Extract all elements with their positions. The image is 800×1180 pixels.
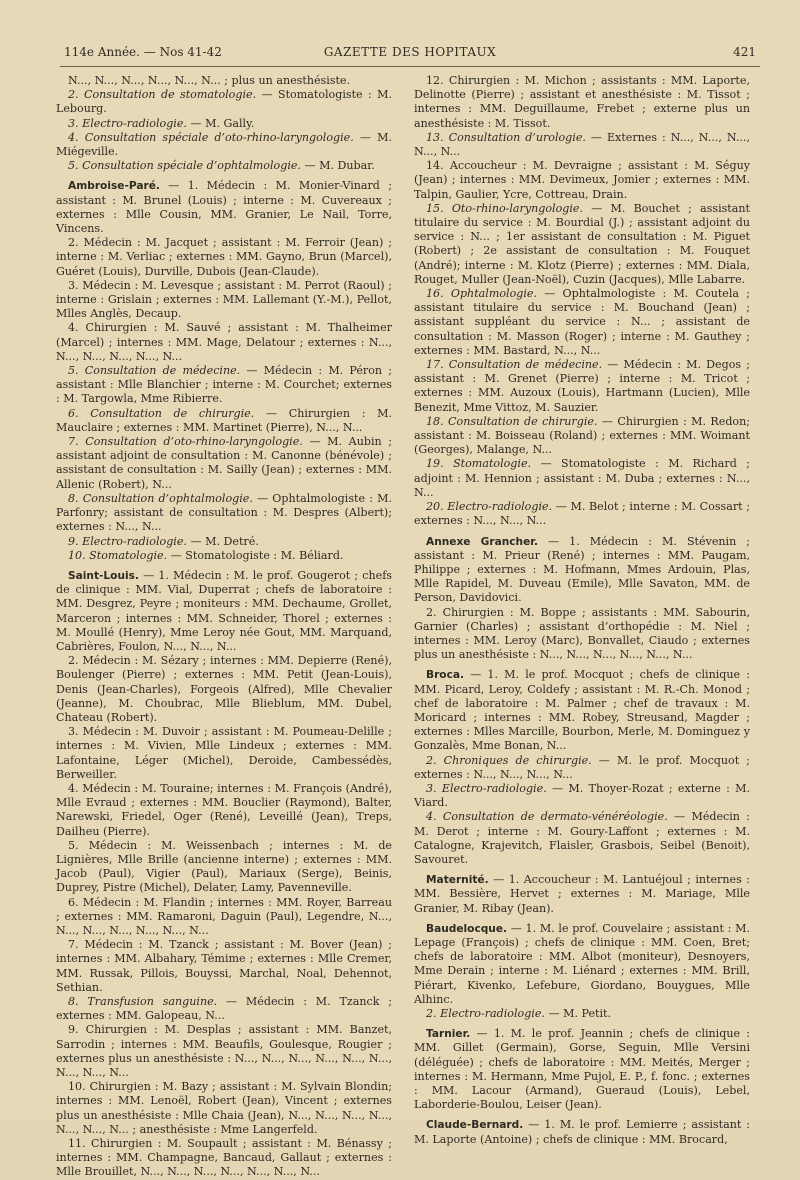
service-paragraph [56,279,392,322]
service-text: — M. Dubar. [300,159,375,173]
service-text: 12. Chirurgien : M. Michon ; assistants : MM. Laporte, Delinotte (Pierre) ; assistant et anesthésiste : M. Tissot ; internes : MM. Deguillaume, Frebet ; externe plus un anesthésiste : M. Tissot. [414,74,750,130]
service-text: — M. Detré. [186,534,259,548]
service-text: — Médecin : M. Tzanck ; externes : MM. Galopeau, N... [56,995,392,1023]
section-paragraph [414,1027,750,1112]
service-title: 4. Consultation spéciale d’oto-rhino-laryngologie. [68,130,354,144]
service-paragraph [414,457,750,500]
service-text: 10. Chirurgien : M. Bazy ; assistant : M. Sylvain Blondin; internes : MM. Lenoël, Robert (Jean), Vincent ; externes plus un anesthésiste : Mlle Chaia (Jean), N..., N..., N..., N..., N..., N..., N... ; anesthésiste : Mme Langerfeld. [56,1080,392,1136]
section-paragraph [414,922,750,1007]
service-text: — M. Gally. [186,116,255,130]
service-text: — M. Bouchet ; assistant titulaire du service : M. Bourdial (J.) ; assistant adjoint du service : N... ; 1er assistant de consultation : M. Piguet (Robert) ; 2e assistant de consultation : M. Fouquet (André); interne : M. Klotz (Pierre) ; externes : MM. Diala, Rouget, Muller (Jean-Noël), Cuzin (Jacques), Mlle Labarre. [414,201,750,286]
service-text: — Stomatologiste : M. Lebourg. [56,88,392,116]
service-text: — Stomatologiste : M. Richard ; adjoint : M. Hennion ; assistant : M. Duba ; externes : N..., N... [414,457,750,499]
service-text: — Ophtalmologiste : M. Parfonry; assistant de consultation : M. Despres (Albert); externes : N..., N... [56,491,392,534]
service-text: — 1. M. le prof. Couvelaire ; assistant : M. Lepage (François) ; chefs de clinique : MM. Coen, Bret; chefs de laboratoire : MM. Albot (moniteur), Desnoyers, Mme Derain ; interne : M. Liénard ; externes : MM. Brill, Piérart, Kivenko, Lefebure, Giordano, Bouygues, Mlle Alhinc. [414,921,750,1006]
service-paragraph [56,896,392,939]
service-text: — Médecin : M. Degos ; assistant : M. Grenet (Pierre) ; interne : M. Tricot ; externes : MM. Auzoux (Louis), Hartmann (Lucien), Mlle Benezit, Mme Vittoz, M. Sauzier. [414,358,750,414]
service-text: 3. Médecin : M. Levesque ; assistant : M. Perrot (Raoul) ; interne : Grislain ; externes : MM. Lallemant (Y.-M.), Pellot, Mlles Anglès, Decaup. [56,278,392,321]
service-paragraph [56,1080,392,1137]
service-text: — 1. M. le prof. Lemierre ; assistant : M. Laporte (Antoine) ; chefs de clinique : MM. Brocard, [414,1118,750,1146]
service-title: 7. Consultation d’oto-rhino-laryngologie. [68,435,303,449]
hospital-heading: Saint-Louis. [68,569,139,582]
service-paragraph [56,654,392,725]
service-paragraph [414,74,750,131]
service-text: — Chirurgien : M. Redon; assistant : M. Boisseau (Roland) ; externes : MM. Woimant (Georges), Malange, N... [414,414,750,457]
service-title: 2. Consultation de stomatologie. [68,88,257,102]
service-paragraph [56,407,392,435]
service-paragraph [56,435,392,492]
section-paragraph [414,668,750,753]
service-title: 2. Electro-radiologie. [426,1007,545,1020]
service-text: 2. Médecin : M. Jacquet ; assistant : M. Ferroir (Jean) ; interne : M. Verliac ; externes : MM. Gayno, Brun (Marcel), Guéret (Louis), Durville, Dubois (Jean-Claude). [56,236,392,278]
service-paragraph [414,500,750,528]
hospital-heading: Maternité. [426,874,489,887]
header-rule [60,66,760,67]
service-title: 18. Consultation de chirurgie. [426,414,598,428]
service-title: 5. Consultation spéciale d’ophtalmologie. [68,159,301,173]
service-title: 8. Consultation d’ophtalmologie. [68,491,253,505]
service-title: 6. Consultation de chirurgie. [68,406,255,420]
issue-number: 114e Année. — Nos 41-42 [64,45,222,59]
service-text: — M. Aubin ; assistant adjoint de consultation : M. Canonne (bénévole) ; assistant de consultation : M. Sailly (Jean) ; externes : MM. Allenic (Robert), N... [56,435,392,491]
service-title: 19. Stomatologie. [426,457,532,471]
service-paragraph [56,364,392,407]
service-paragraph [56,117,392,131]
service-title: 3. Electro-radiologie. [426,781,547,795]
service-title: 2. Chroniques de chirurgie. [426,753,592,767]
service-paragraph [56,535,392,549]
service-paragraph [414,1007,750,1021]
service-text: — Chirurgien : M. Mauclaire ; externes : MM. Martinet (Pierre), N..., N... [56,406,392,434]
service-paragraph [56,492,392,535]
service-paragraph [56,549,392,563]
hospital-heading: Tarnier. [426,1028,471,1041]
service-text: — Médecin : M. Péron ; assistant : Mlle Blanchier ; interne : M. Courchet; externes : M. Targowla, Mme Ribierre. [56,364,392,406]
service-paragraph [414,754,750,782]
service-paragraph [414,606,750,663]
service-paragraph [56,725,392,782]
running-header [64,45,756,67]
service-text: 6. Médecin : M. Flandin ; internes : MM. Royer, Barreau ; externes : MM. Ramaroni, Daguin (Paul), Legendre, N..., N..., N..., N..., N..., N..., N... [56,895,392,937]
section-paragraph [56,569,392,654]
section-paragraph [56,179,392,236]
service-text: — 1. M. le prof. Jeannin ; chefs de clinique : MM. Gillet (Germain), Gorse, Seguin, Mlle Versini (déléguée) ; chefs de laboratoire : MM. Meités, Merger ; internes : M. Hermann, Mme Pujol, E. P., f. fonc. ; externes : MM. Lacour (Armand), Gueraud (Louis), Lebel, Laborderie-Boulou, Leiser (Jean). [414,1027,750,1112]
hospital-heading: Claude-Bernard. [426,1119,524,1132]
service-text: 11. Chirurgien : M. Soupault ; assistant : M. Bénassy ; internes : MM. Champagne, Bancaud, Gallaut ; externes : Mlle Brouillet, N..., N..., N..., N..., N..., N..., N... [56,1137,392,1179]
service-title: 17. Consultation de médecine. [426,358,603,372]
right-column [414,74,750,1147]
service-text: — 1. M. le prof. Mocquot ; chefs de clinique : MM. Picard, Leroy, Coldefy ; assistant : M. R.-Ch. Monod ; chef de laboratoire : M. Palmer ; chef de travaux : M. Moricard ; internes : MM. Robey, Streusand, Magder ; externes : Mlles Marcille, Bourbon, Merle, M. Dominguez y Gonzalès, Mme Bonan, N... [414,668,750,753]
journal-title: GAZETTE DES HOPITAUX [323,45,497,59]
service-title: 8. Transfusion sanguine. [68,995,218,1008]
service-paragraph [414,159,750,202]
service-paragraph [56,1023,392,1080]
service-paragraph [56,74,392,88]
left-column [56,74,392,1180]
service-paragraph [414,782,750,810]
service-text: — M. Belot ; interne : M. Cossart ; externes : N..., N..., N... [414,500,750,528]
service-text: 2. Chirurgien : M. Boppe ; assistants : MM. Sabourin, Garnier (Charles) ; assistant d’orthopédie : M. Niel ; internes : MM. Leroy (Marc), Bonvallet, Ciaudo ; externes plus un anesthésiste : N..., N..., N..., N..., N..., N... [414,605,750,662]
service-paragraph [414,358,750,415]
service-title: 13. Consultation d’urologie. [426,130,586,144]
service-text: — 1. Médecin : M. le prof. Gougerot ; chefs de clinique : MM. Vial, Duperrat ; chefs de laboratoire : MM. Desgrez, Peyre ; moniteurs : MM. Dechaume, Grollet, Marceron ; internes : MM. Schneider, Thorel ; externes : M. Moullé (Henry), Mme Leroy née Gout, MM. Marquand, Cabrières, Foulon, N..., N..., N... [56,568,392,653]
service-text: 7. Médecin : M. Tzanck ; assistant : M. Bover (Jean) ; internes : MM. Albahary, Témime ; externes : Mlle Cremer, MM. Russak, Pillois, Bouyssi, Marchal, Noal, Dehennot, Sethian. [56,938,392,994]
service-text: 3. Médecin : M. Duvoir ; assistant : M. Poumeau-Delille ; internes : M. Vivien, Mlle Lindeux ; externes : MM. Lafontaine, Léger (Michel), Deroide, Cambessédès, Berweiller. [56,725,392,781]
service-text: 9. Chirurgien : M. Desplas ; assistant : MM. Banzet, Sarrodin ; internes : MM. Beaufils, Goulesque, Rougier ; externes plus un anesthésiste : N..., N..., N..., N..., N..., N..., N..., N..., N... [56,1023,392,1080]
service-text: — Stomatologiste : M. Béliard. [167,548,344,562]
service-title: 10. Stomatologie. [68,548,168,562]
service-paragraph [56,938,392,995]
service-paragraph [56,321,392,364]
service-text: — Externes : N..., N..., N..., N..., N... [414,130,750,159]
service-title: 15. Oto-rhino-laryngologie. [426,201,584,215]
service-text: — Médecin : M. Derot ; interne : M. Goury-Laffont ; externes : M. Catalogne, Krajevitch, Flaisler, Grasbois, Seibel (Benoit), Savouret. [414,810,750,866]
service-paragraph [414,202,750,287]
service-text: — M. Thoyer-Rozat ; externe : M. Viard. [414,781,750,810]
service-paragraph [56,782,392,839]
service-text: 14. Accoucheur : M. Devraigne ; assistant : M. Séguy (Jean) ; internes : MM. Devimeux, Jomier ; externes : MM. Talpin, Gaulier, Ycre, Cottreau, Drain. [414,159,750,201]
service-title: 4. Consultation de dermato-vénéréologie. [426,810,668,824]
hospital-heading: Ambroise-Paré. [68,180,160,193]
service-text: — 1. Médecin : M. Stévenin ; assistant : M. Prieur (René) ; internes : MM. Paugam, Philippe ; externes : M. Hofmann, Mmes Ardouin, Plas, Mlle Rapidel, M. Duveau (Emile), Mlle Savaton, MM. de Person, Davidovici. [414,534,751,605]
service-text: 4. Chirurgien : M. Sauvé ; assistant : M. Thalheimer (Marcel) ; internes : MM. Mage, Delatour ; externes : N..., N..., N..., N..., N..., N... [56,321,392,363]
service-text: 4. Médecin : M. Touraine; internes : M. François (André), Mlle Evraud ; externes : MM. Bouclier (Raymond), Balter, Narewski, Friedel, Oger (René), Leveillé (Jean), Treps, Dailheu (Pierre). [56,781,392,838]
service-paragraph [56,88,392,116]
service-paragraph [56,1137,392,1180]
service-text: — 1. Accoucheur : M. Lantuéjoul ; internes : MM. Bessière, Hervet ; externes : M. Mariage, Mlle Granier, M. Ribay (Jean). [414,873,750,915]
section-paragraph [414,873,750,916]
service-text: — Ophtalmologiste : M. Coutela ; assistant titulaire du service : M. Bouchand (Jean) ; assistant suppléant du service : N... ; assistant de consultation : M. Masson (Roger) ; interne : M. Gauthey ; externes : MM. Bastard, N..., N... [414,287,750,357]
section-paragraph [414,535,750,606]
service-text: 5. Médecin : M. Weissenbach ; internes : M. de Lignières, Mlle Brille (ancienne interne) ; externes : MM. Jacob (Paul), Vigier (Paul), Mariaux (Serge), Beinis, Duprey, Pistre (Michel), Delater, Lamy, Pavenneville. [56,838,392,895]
service-paragraph [56,131,392,159]
service-text: — M. Miégeville. [56,130,392,159]
service-paragraph [56,159,392,173]
hospital-heading: Annexe Grancher. [426,535,539,548]
service-title: 16. Ophtalmologie. [426,287,537,301]
service-paragraph [414,415,750,458]
service-title: 5. Consultation de médecine. [68,364,241,378]
service-title: 20. Electro-radiologie. [426,500,553,514]
service-paragraph [56,839,392,896]
service-title: 3. Electro-radiologie. [68,116,187,130]
page-number: 421 [733,45,756,59]
hospital-heading: Broca. [426,669,465,682]
service-title: 9. Electro-radiologie. [68,534,187,548]
service-text: N..., N..., N..., N..., N..., N... ; plus un anesthésiste. [68,74,351,87]
service-text: — 1. Médecin : M. Monier-Vinard ; assistant : M. Brunel (Louis) ; interne : M. Cuvereaux ; externes : Mlle Cousin, MM. Granier, Le Nail, Torre, Vincens. [56,179,392,236]
service-text: — M. le prof. Mocquot ; externes : N..., N..., N..., N... [414,753,750,781]
service-text: — M. Petit. [544,1007,612,1020]
section-paragraph [414,1118,750,1146]
service-text: 2. Médecin : M. Sézary ; internes : MM. Depierre (René), Boulenger (Pierre) ; externes : MM. Petit (Jean-Louis), Denis (Jean-Charles), Forgeois (Alfred), Mlle Chevalier (Jeanne), M. Choubrac, Mlle Blieblum, MM. Dubel, Chateau (Robert). [56,654,392,724]
hospital-heading: Baudelocque. [426,922,508,935]
service-paragraph [414,287,750,358]
service-paragraph [56,995,392,1023]
service-paragraph [414,131,750,159]
service-paragraph [56,236,392,279]
service-paragraph [414,810,750,867]
